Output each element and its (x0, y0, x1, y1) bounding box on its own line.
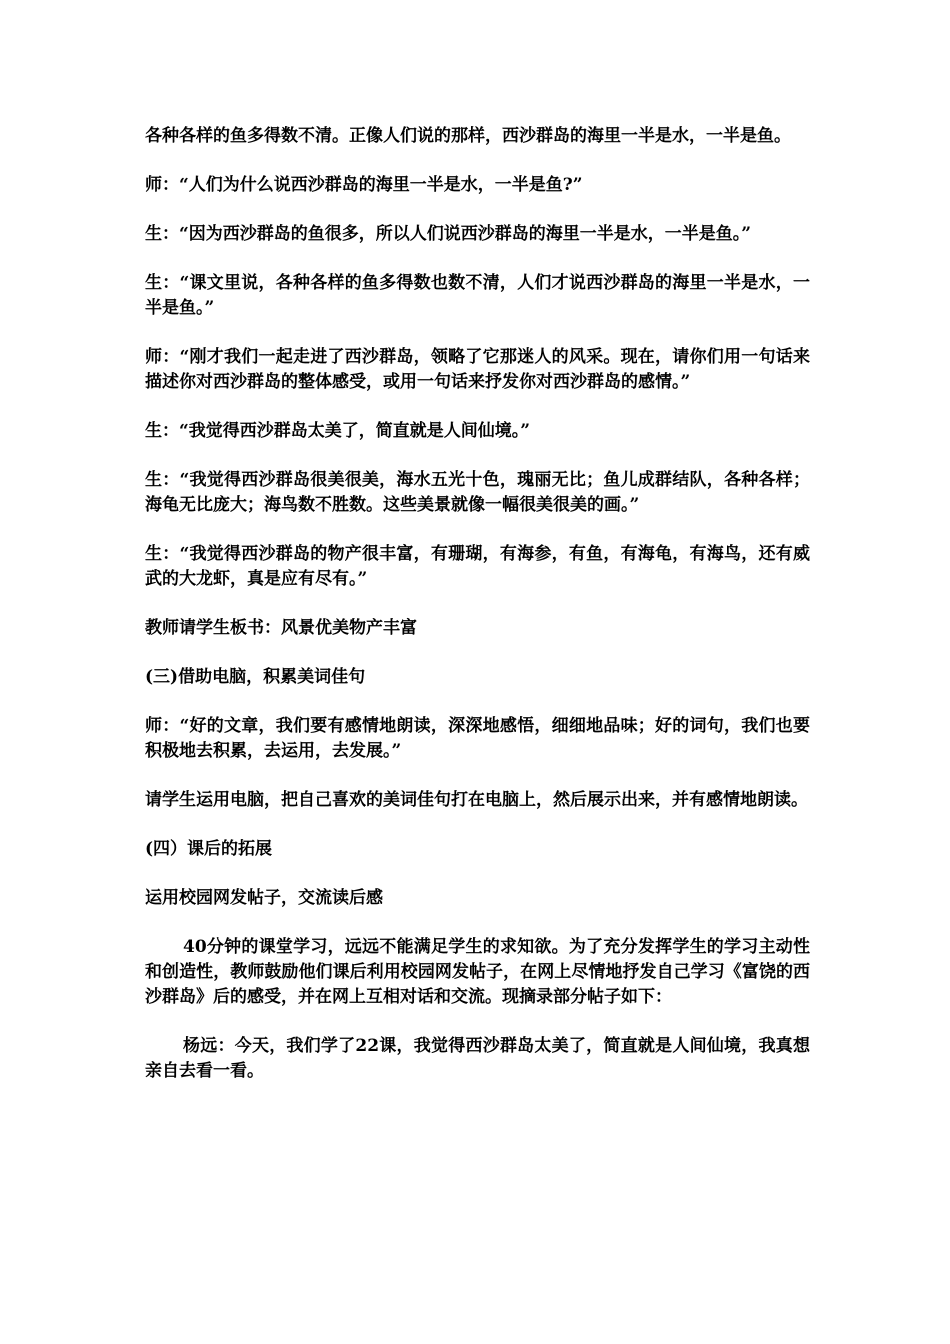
paragraph-campus-network: 运用校园网发帖子，交流读后感 (145, 888, 383, 908)
paragraph-extension-intro: 40分钟的课堂学习，远远不能满足学生的求知欲。为了充分发挥学生的学习主动性和创造性，教师鼓励他们课后利用校园网发帖子，在网上尽情地抒发自己学习《富饶的西沙群岛》后的感受，并在网上互相对话和交流。现摘录部分帖子如下： (145, 937, 810, 1007)
paragraph-student-answer-2: 生：“课文里说，各种各样的鱼多得数也数不清，人们才说西沙群岛的海里一半是水，一半是鱼。” (145, 273, 810, 318)
section-heading-3: (三)借助电脑，积累美词佳句 (145, 667, 366, 687)
paragraph-computer-activity: 请学生运用电脑，把自己喜欢的美词佳句打在电脑上，然后展示出来，并有感情地朗读。 (145, 790, 808, 810)
paragraph-teacher-prompt: 师：“刚才我们一起走进了西沙群岛，领略了它那迷人的风采。现在，请你们用一句话来描述你对西沙群岛的整体感受，或用一句话来抒发你对西沙群岛的感情。” (145, 347, 810, 392)
paragraph-forum-post: 杨远：今天，我们学了22课，我觉得西沙群岛太美了，简直就是人间仙境，我真想亲自去看一看。 (145, 1036, 810, 1081)
paragraph-blackboard-note: 教师请学生板书：风景优美物产丰富 (145, 618, 417, 638)
paragraph-student-feeling-3: 生：“我觉得西沙群岛的物产很丰富，有珊瑚，有海参，有鱼，有海龟，有海鸟，还有威武的大龙虾，真是应有尽有。” (145, 544, 810, 589)
paragraph-student-feeling-1: 生：“我觉得西沙群岛太美了，简直就是人间仙境。” (145, 421, 531, 441)
paragraph-student-answer-1: 生：“因为西沙群岛的鱼很多，所以人们说西沙群岛的海里一半是水，一半是鱼。” (145, 224, 752, 244)
section-heading-4: (四）课后的拓展 (145, 839, 273, 859)
paragraph-student-feeling-2: 生：“我觉得西沙群岛很美很美，海水五光十色，瑰丽无比；鱼儿成群结队，各种各样；海龟无比庞大；海鸟数不胜数。这些美景就像一幅很美很美的画。” (145, 470, 810, 515)
paragraph-teacher-guidance: 师：“好的文章，我们要有感情地朗读，深深地感悟，细细地品味；好的词句，我们也要积极地去积累，去运用，去发展。” (145, 716, 810, 761)
document-page (145, 124, 810, 1108)
paragraph-fish-intro: 各种各样的鱼多得数不清。正像人们说的那样，西沙群岛的海里一半是水，一半是鱼。 (145, 126, 791, 146)
paragraph-teacher-question: 师：“人们为什么说西沙群岛的海里一半是水，一半是鱼?” (145, 175, 583, 195)
